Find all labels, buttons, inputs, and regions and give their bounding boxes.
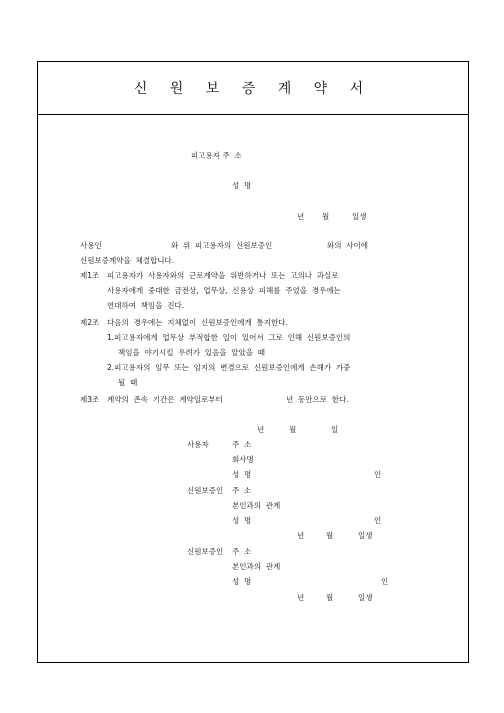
employee-birth-year: 년 — [297, 212, 305, 221]
employer-address-label: 주 소 — [232, 440, 252, 449]
guarantor2-address-label: 주 소 — [232, 547, 252, 556]
guarantor1-address-label: 주 소 — [232, 486, 252, 495]
article3-text2: 년 동안으로 한다. — [286, 395, 349, 404]
guarantor1-birth-month: 월 — [326, 531, 334, 540]
intro-employer: 사용인 — [80, 241, 102, 250]
article2-label: 제2조 — [80, 318, 100, 327]
employee-birth-month: 월 — [322, 212, 330, 221]
article1-line3: 연대하여 책임을 진다. — [107, 301, 185, 310]
article2-item2-line1: 2.피고용자의 임무 또는 임지의 변경으로 신원보증인에게 손해가 가중 — [107, 363, 351, 372]
guarantor2-label: 신원보증인 — [187, 547, 224, 556]
guarantor2-name-label: 성 명 — [232, 577, 252, 586]
contract-date-year: 년 — [257, 425, 265, 434]
document-frame — [37, 61, 469, 663]
guarantor1-label: 신원보증인 — [187, 486, 224, 495]
intro-guarantor: 와 위 피고용자의 신원보증인 — [171, 241, 273, 250]
guarantor2-relation-label: 본인과의 관계 — [232, 562, 281, 571]
intro-between: 와의 사이에 — [327, 241, 368, 250]
guarantor1-birth-year: 년 — [297, 531, 305, 540]
guarantor1-name-label: 성 명 — [232, 516, 252, 525]
article1-line1: 피고용자가 사용자와의 근로계약을 위반하거나 또는 고의나 과실로 — [107, 271, 339, 280]
guarantor2-seal: 인 — [381, 577, 389, 586]
guarantor2-birth-day: 일생 — [358, 593, 373, 602]
article2-line1: 다음의 경우에는 지체없이 신원보증인에게 통지한다. — [107, 318, 288, 327]
contract-date-day: 일 — [331, 425, 339, 434]
guarantor1-relation-label: 본인과의 관계 — [232, 501, 281, 510]
employer-name-label: 성 명 — [232, 470, 252, 479]
employer-company-label: 회사명 — [232, 455, 254, 464]
employee-name-label: 성 명 — [232, 181, 252, 190]
guarantor2-birth-year: 년 — [297, 593, 305, 602]
article1-line2: 사용자에게 중대한 금전상, 업무상, 신용상 피해를 주었을 경우에는 — [107, 286, 341, 295]
article2-item1-line1: 1.피고용자에게 업무상 부적합한 일이 있어서 그로 인해 신원보증인의 — [107, 333, 351, 342]
document-title: 신 원 보 증 계 약 서 — [133, 81, 373, 97]
guarantor1-seal: 인 — [374, 516, 382, 525]
article1-label: 제1조 — [80, 271, 100, 280]
title-divider — [37, 114, 469, 115]
employer-seal: 인 — [374, 470, 382, 479]
employee-address-label: 피고용자 주 소 — [191, 151, 242, 160]
article3-text1: 계약의 존속 기간은 계약일로부터 — [107, 395, 223, 404]
contract-date-month: 월 — [289, 425, 297, 434]
employee-birth-day: 일생 — [352, 212, 367, 221]
intro-line2: 신원보증계약을 체결합니다. — [80, 256, 175, 265]
article3-label: 제3조 — [80, 395, 100, 404]
guarantor2-birth-month: 월 — [326, 593, 334, 602]
article2-item2-line2: 될 때 — [118, 378, 138, 387]
guarantor1-birth-day: 일생 — [358, 531, 373, 540]
article2-item1-line2: 책임을 야기시킬 우려가 있음을 알았을 때 — [118, 348, 266, 357]
employer-label: 사용자 — [187, 440, 209, 449]
